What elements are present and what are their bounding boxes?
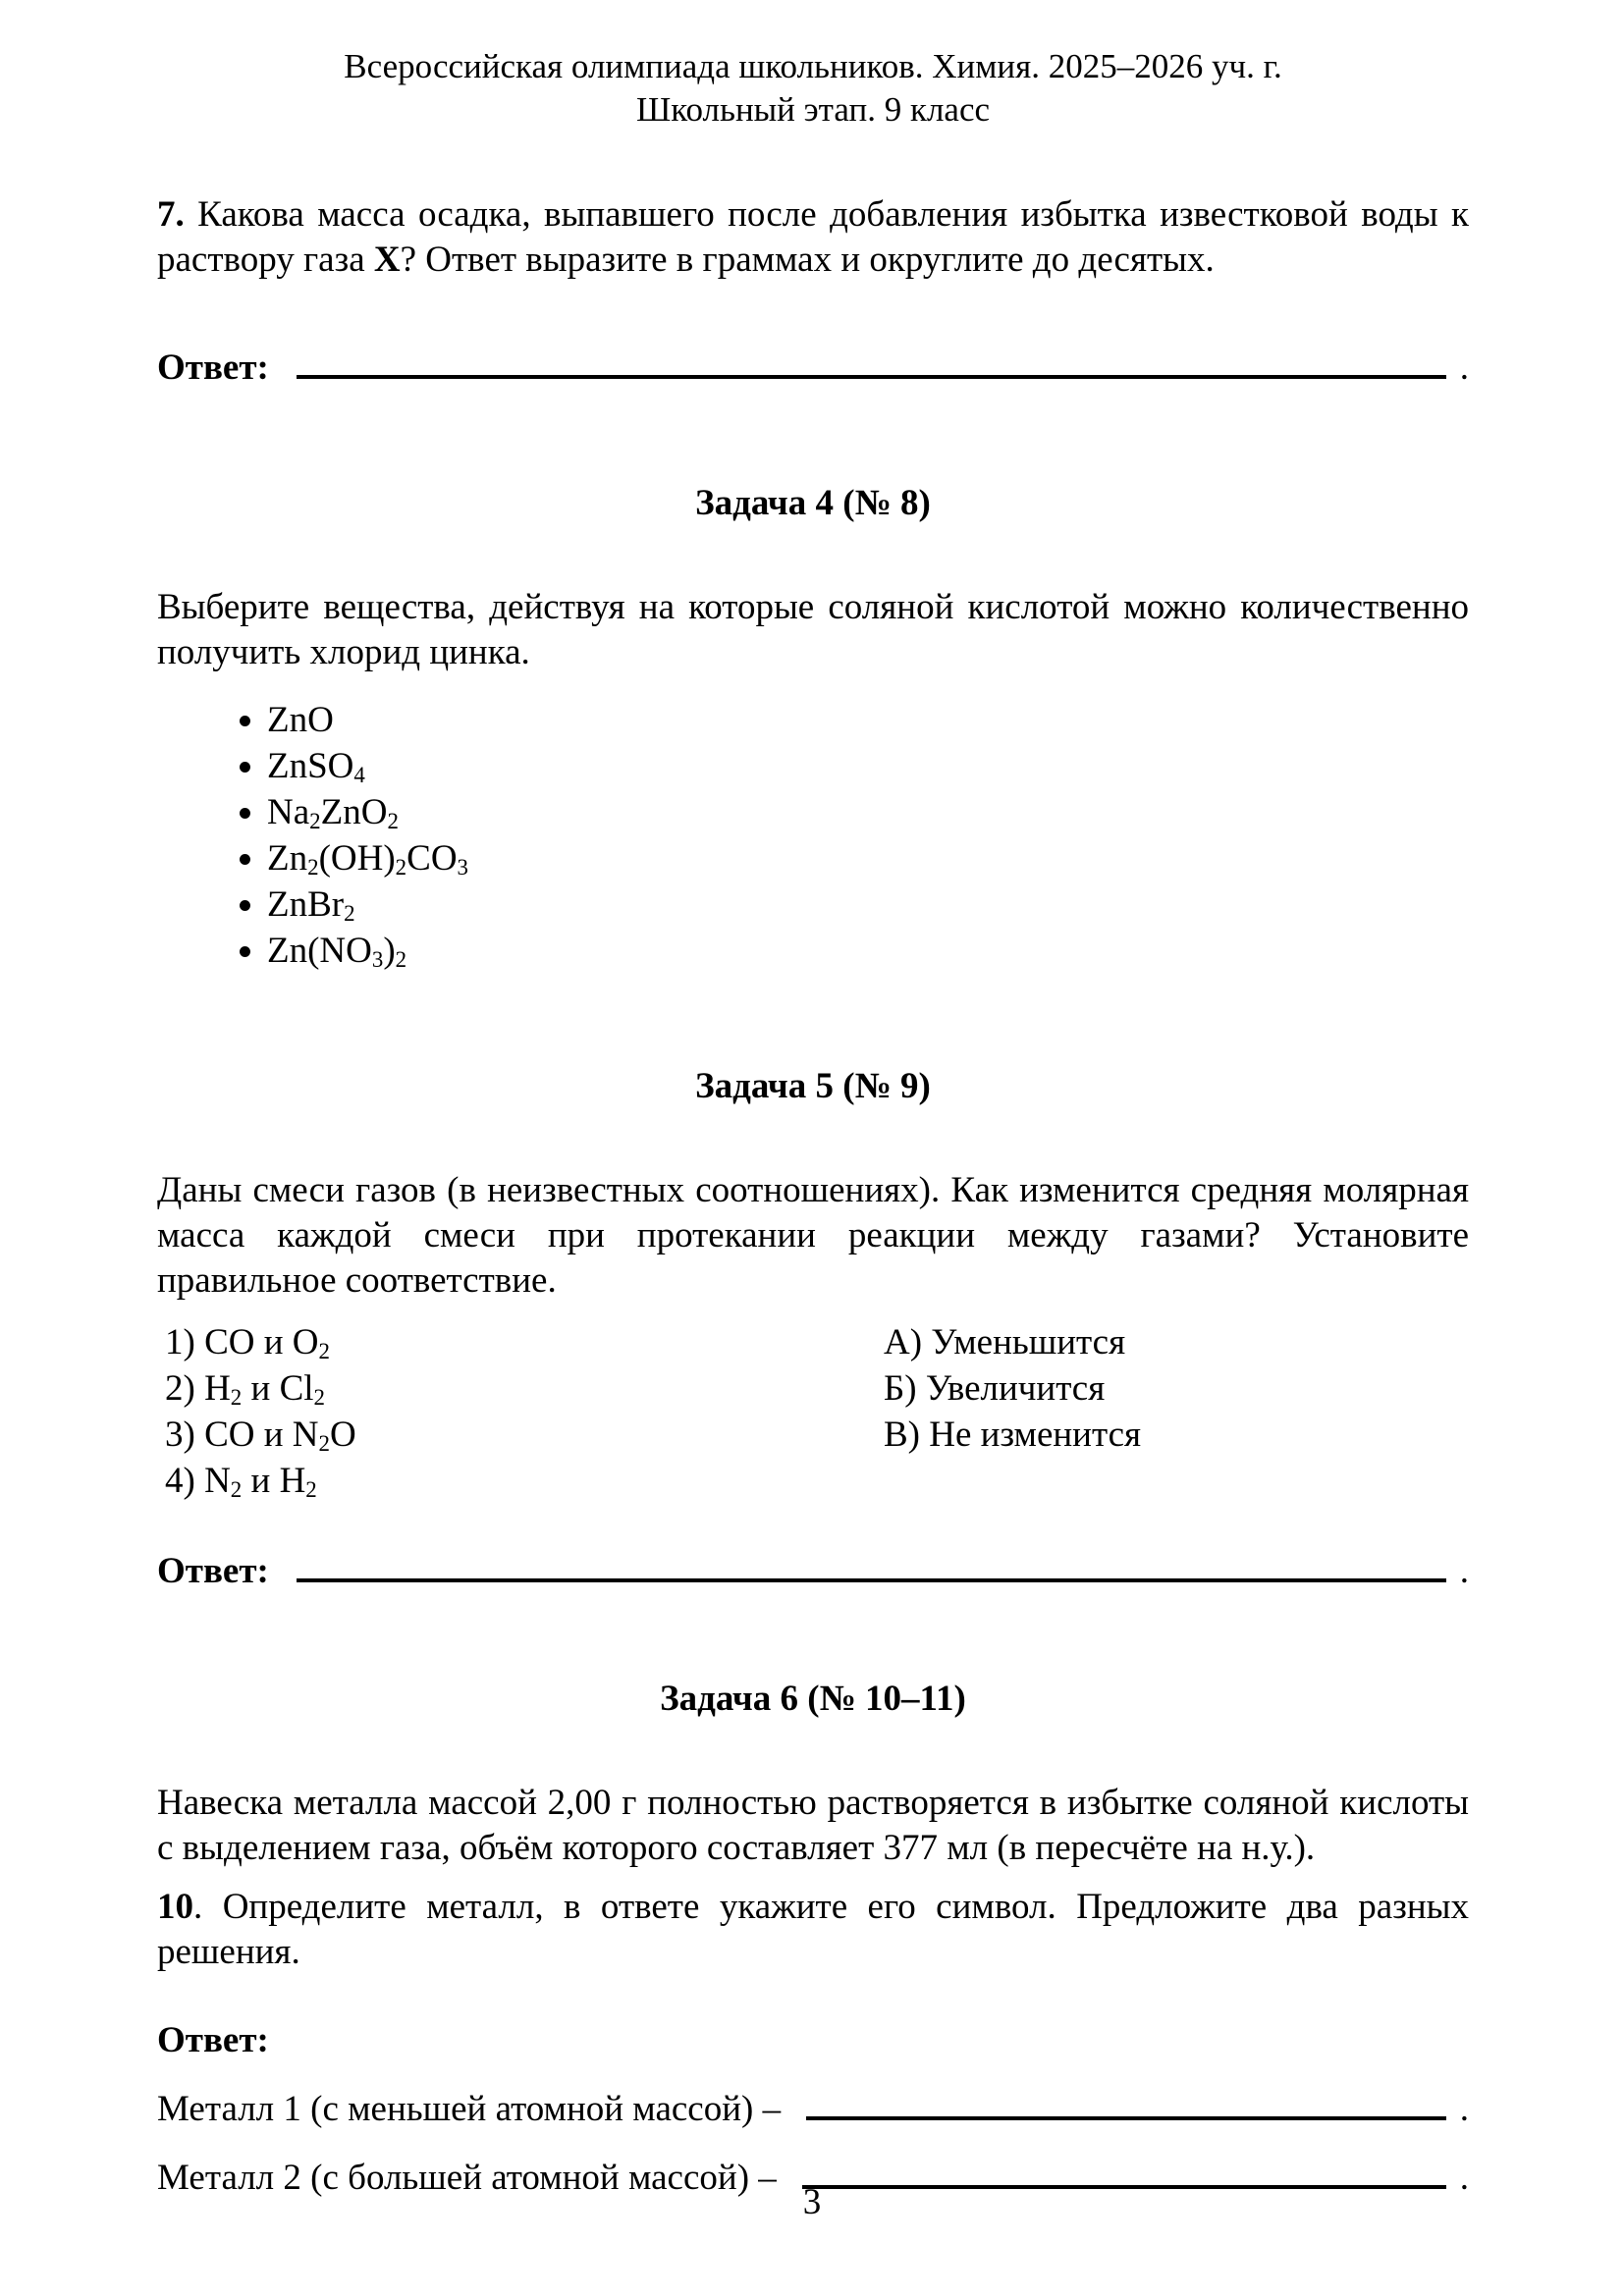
task-5-heading: Задача 5 (№ 9) xyxy=(695,1066,931,1106)
list-item: • ZnSO$_4$ xyxy=(267,743,1469,789)
metal-2-label: Металл 2 (с большей атомной массой) – xyxy=(157,2158,777,2198)
answer-blank-line xyxy=(297,340,1446,379)
list-item: В) Не изменится xyxy=(884,1415,1142,1455)
answer-blank-line xyxy=(297,1543,1446,1582)
header-line-1: Всероссийская олимпиада школьников. Химия. 2025–2026 уч. г. xyxy=(344,47,1282,85)
answer-label: Ответ: xyxy=(157,347,269,388)
task-4-options-list xyxy=(157,697,1469,974)
question-7-text: 7. Какова масса осадка, выпавшего после добавления избытка известковой воды к раствору газа X? Ответ выразите в граммах и округлите до десятых. xyxy=(157,194,1469,280)
metal-1-answer-row: Металл 1 (с меньшей атомной массой) – . xyxy=(157,2081,1469,2132)
question-7-bold-x: X xyxy=(373,240,401,280)
list-item: • ZnBr$_2$ xyxy=(267,881,1469,928)
page-number: 3 xyxy=(802,2182,822,2222)
question-10-number: 10 xyxy=(157,1887,193,1927)
answer-blank-line xyxy=(806,2081,1446,2120)
list-item: 3) CO и $N_2O$ xyxy=(165,1415,356,1457)
task-4-intro: Выберите вещества, действуя на которые соляной кислотой можно количественно получить хлорид цинка. xyxy=(157,587,1469,672)
task-5-intro: Даны смеси газов (в неизвестных соотношениях). Как изменится средняя молярная масса каждой смеси при протекании реакции между газами? Установите правильное соответствие. xyxy=(157,1170,1469,1301)
list-item: • $Zn_2(OH)_2CO_3$ xyxy=(267,835,1469,881)
task-5-matching xyxy=(157,1319,1469,1504)
task-6-heading: Задача 6 (№ 10–11) xyxy=(660,1679,966,1719)
list-item: 1) CO и $O_2$ xyxy=(165,1322,330,1364)
metal-2-answer-row: Металл 2 (с большей атомной массой) – . xyxy=(157,2150,1469,2201)
list-item: • $Na_2ZnO_2$ xyxy=(267,789,1469,835)
list-item: Б) Увеличится xyxy=(884,1368,1106,1409)
question-9-answer-row: Ответ: . xyxy=(157,1543,1469,1594)
list-item: • ZnO xyxy=(267,697,1469,743)
question-10-text: 10. Определите металл, в ответе укажите его символ. Предложите два разных решения. xyxy=(157,1887,1469,1972)
list-item: 4) $N_2$ и $H_2$ xyxy=(165,1461,317,1503)
document-header xyxy=(157,45,1469,132)
answer-label: Ответ: xyxy=(157,1551,269,1591)
question-7-answer-row: Ответ: . xyxy=(157,340,1469,391)
header-line-2: Школьный этап. 9 класс xyxy=(635,90,991,129)
list-item: А) Уменьшится xyxy=(884,1322,1126,1362)
task-4-heading: Задача 4 (№ 8) xyxy=(695,483,931,523)
answer-label: Ответ: xyxy=(157,2020,269,2060)
matching-right-column xyxy=(884,1319,1469,1504)
matching-left-column xyxy=(157,1319,884,1504)
question-7-number: 7. xyxy=(157,194,185,235)
list-item: • $Zn(NO_3)_2$ xyxy=(267,928,1469,974)
task-6-intro: Навеска металла массой 2,00 г полностью растворяется в избытке соляной кислоты с выделением газа, объём которого составляет 377 мл (в пересчёте на н.у.). xyxy=(157,1783,1469,1868)
list-item: 2) $H_2$ и $Cl_2$ xyxy=(165,1368,325,1411)
metal-1-label: Металл 1 (с меньшей атомной массой) – xyxy=(157,2089,782,2129)
